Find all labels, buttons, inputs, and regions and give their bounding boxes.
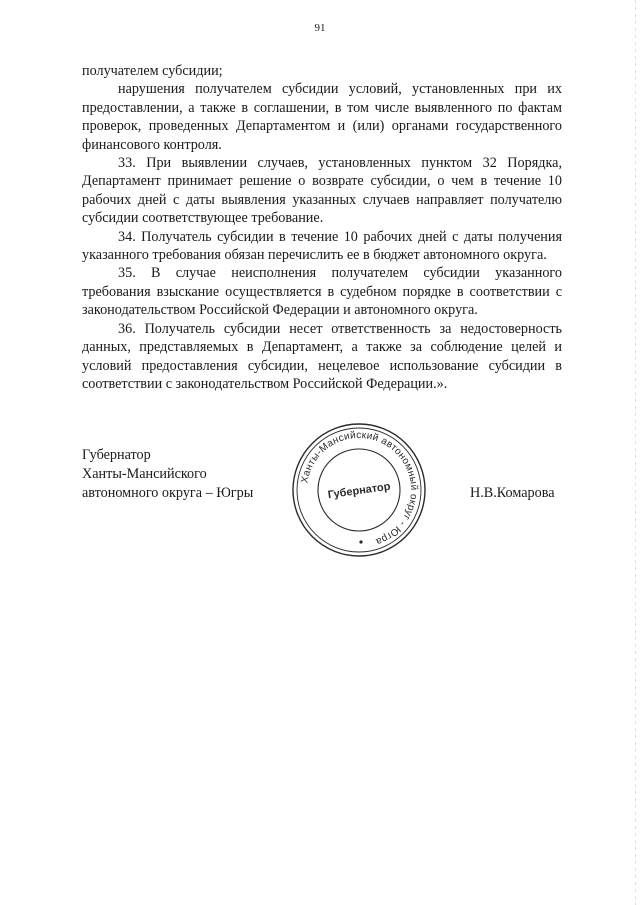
signatory-title-line: Ханты-Мансийского — [82, 466, 207, 482]
page-number: 91 — [314, 22, 326, 34]
paragraph: 34. Получатель субсидии в течение 10 рабочих дней с даты получения указанного требования обязан перечислить ее в бюджет автономного округа. — [82, 228, 562, 264]
seal-ring-text: Ханты-Мансийский автономный округ - Югра — [299, 429, 420, 547]
signatory-title — [82, 446, 253, 503]
paragraph: 36. Получатель субсидии несет ответственность за недостоверность данных, представляемых в Департамент, а также за соблюдение целей и условий предоставления субсидии, нецелевое использование субсидии в соответствии с законодательством Российской Федерации.». — [82, 320, 562, 392]
paragraph: 35. В случае неисполнения получателем субсидии указанного требования взыскание осуществляется в судебном порядке в соответствии с законодательством Российской Федерации и автономного округа. — [82, 265, 562, 319]
scan-edge — [635, 0, 636, 905]
paragraph: 33. При выявлении случаев, установленных пунктом 32 Порядка, Департамент принимает решение о возврате субсидии, о чем в течение 10 рабочих дней с даты выявления указанных случаев направляет получателю субсидии соответствующее требование. — [82, 155, 562, 227]
document-body — [82, 62, 562, 393]
signatory-title-line: Губернатор — [82, 447, 151, 463]
signatory-title-line: автономного округа – Югры — [82, 485, 254, 501]
paragraph: нарушения получателем субсидии условий, установленных при их предоставлении, а также в соглашении, в том числе выявленного по фактам проверок, проведенных Департаментом и (или) органами государственного финансового контроля. — [82, 81, 562, 153]
seal-center-text: Губернатор — [327, 480, 392, 502]
signatory-name: Н.В.Комарова — [470, 485, 555, 501]
paragraph: получателем субсидии; — [82, 63, 223, 79]
official-seal — [289, 420, 429, 560]
